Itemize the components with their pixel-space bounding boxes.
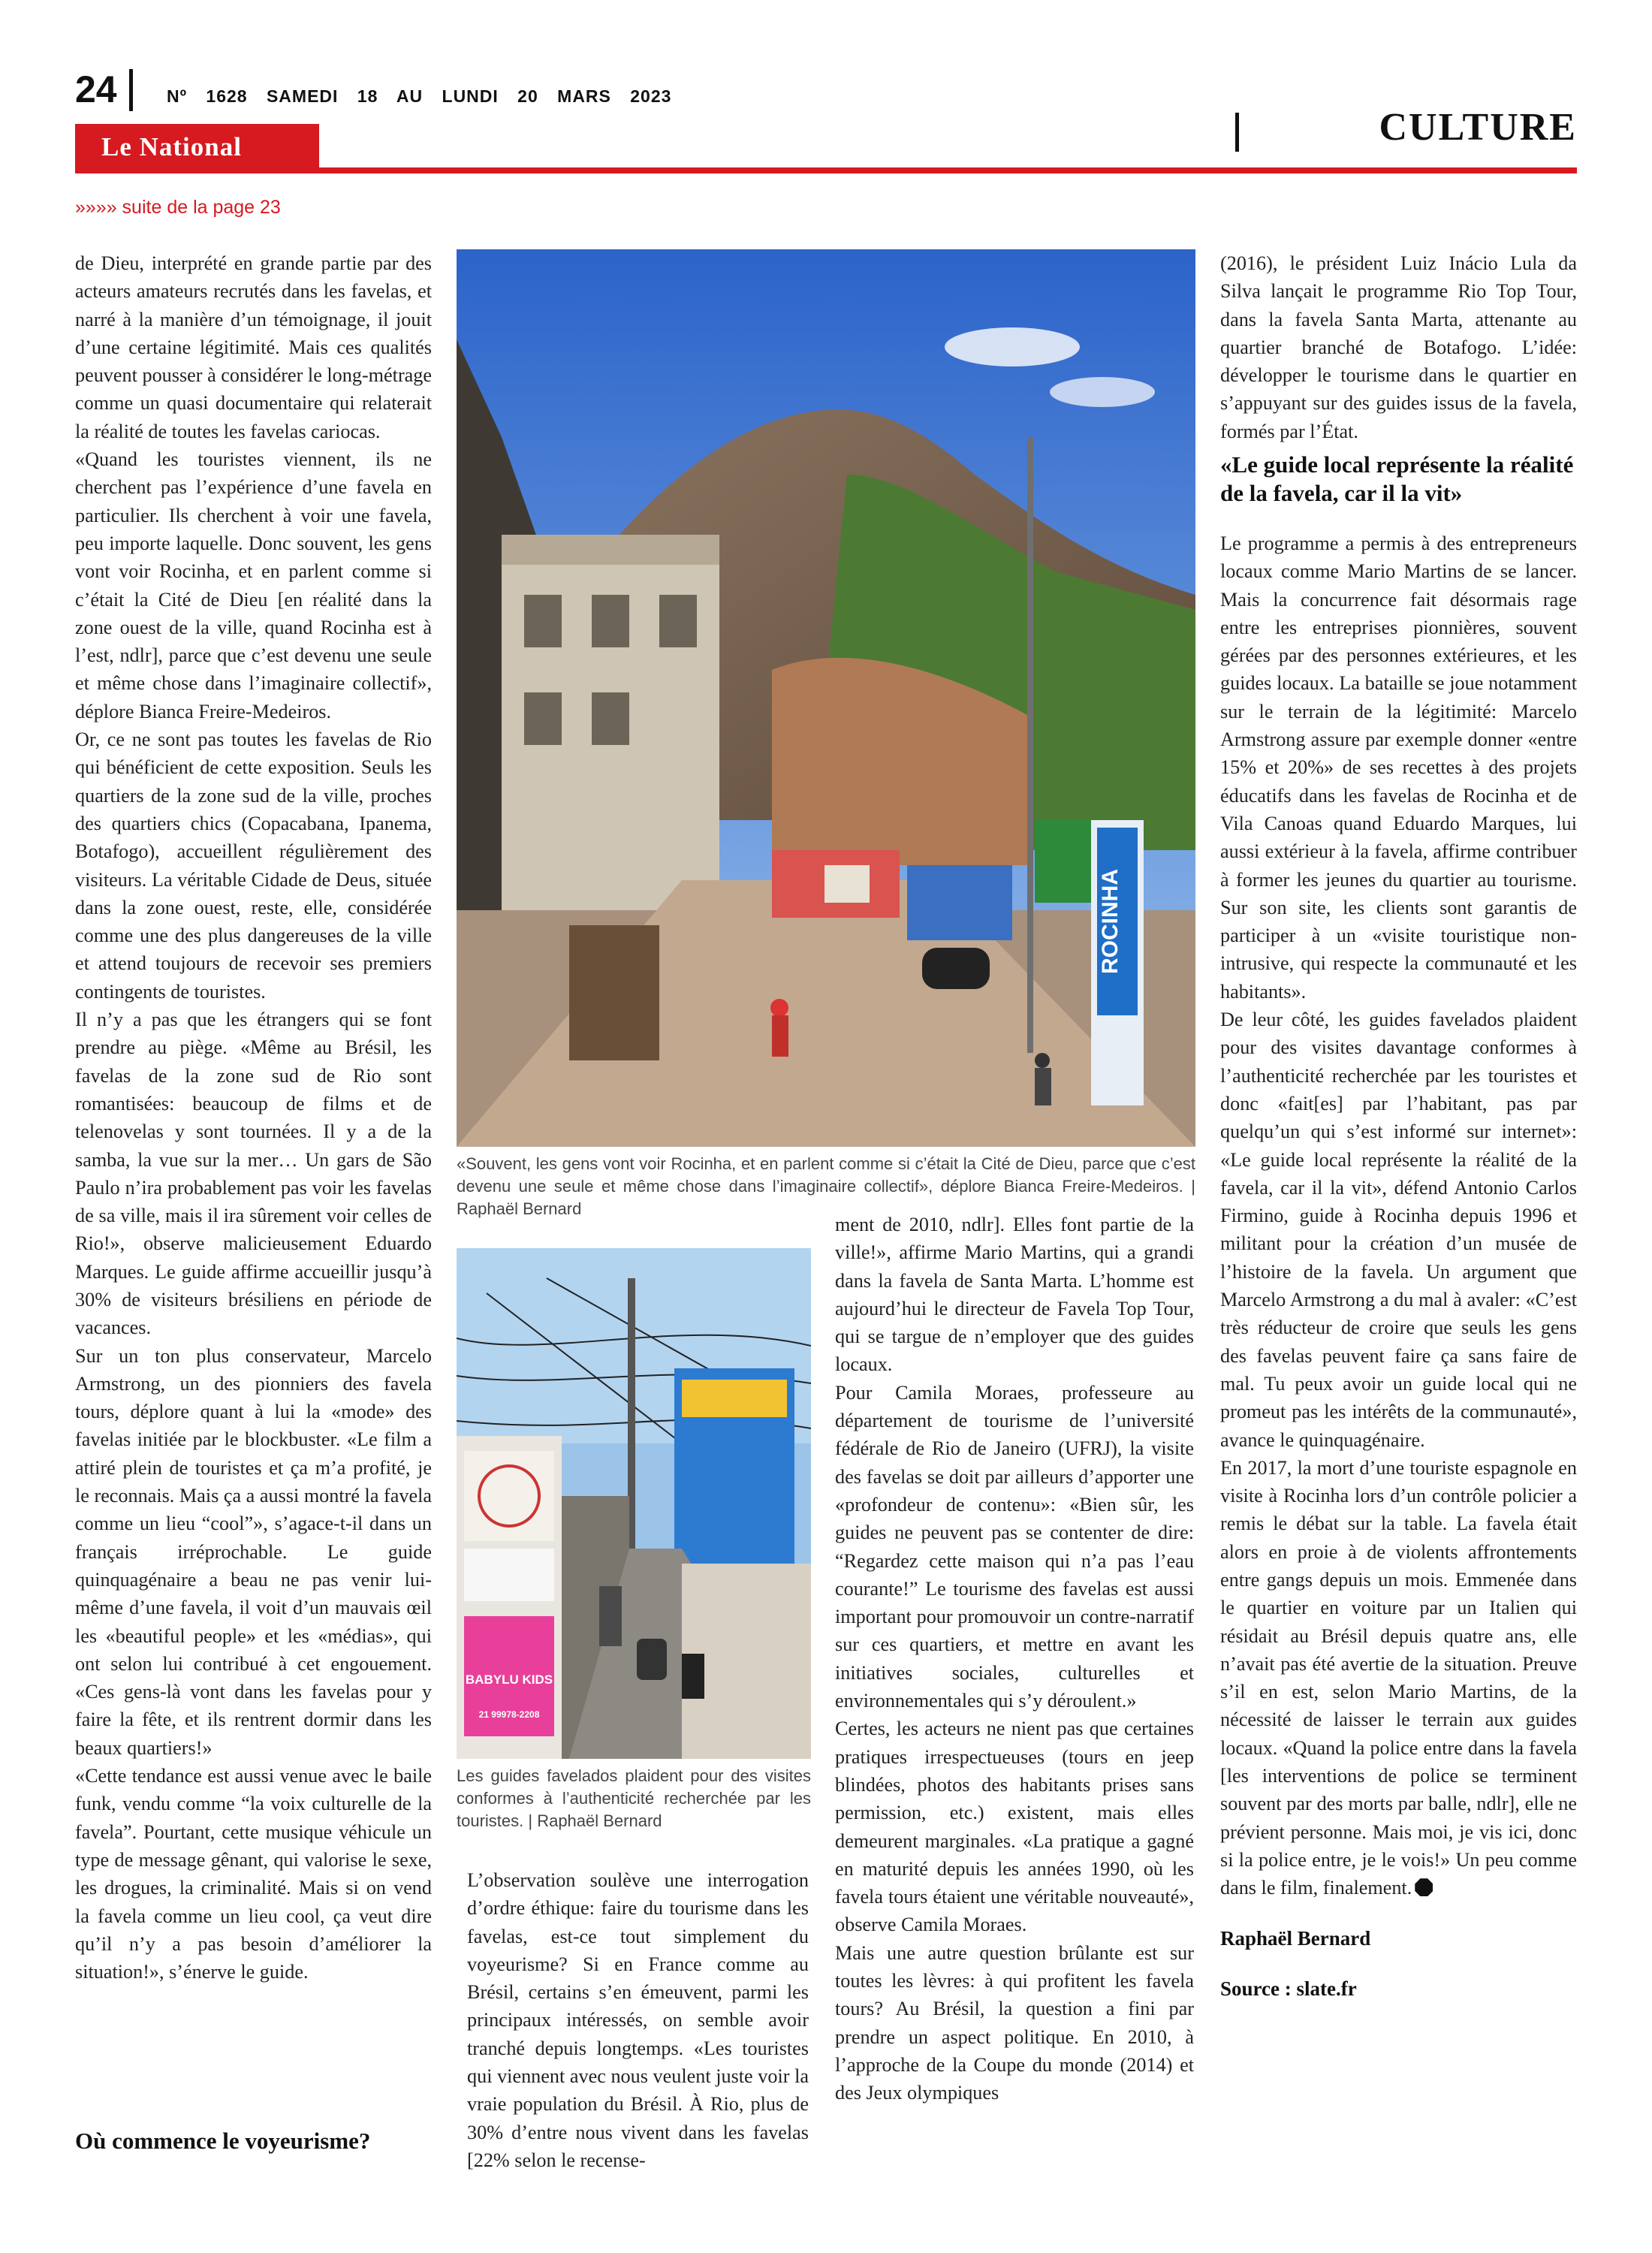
brand-logo: Le National bbox=[101, 132, 242, 161]
paragraph: Certes, les acteurs ne nient pas que certaines pratiques irrespectueuses (tours en jeep blindées, photos des habitants prises sans permission, etc.) existent, mais elles demeurent marginales. «La pratique a gagné en maturité depuis les années 1990, où les favela tours étaient une véritable nouveauté», observe Camila Moraes. bbox=[835, 1718, 1194, 1936]
paragraph: Or, ce ne sont pas toutes les favelas de Rio qui bénéficient de cette exposition. Seuls les quartiers de la zone sud de la ville, proches des quartiers chics (Copacabana, Ipanema, Botafogo), accueillent régulièrement des visiteurs. La véritable Cidade de Deus, située dans la zone ouest, reste, elle, considérée comme une des plus dangereuses de la ville et attend toujours de recevoir ses premiers contingents de touristes. bbox=[75, 728, 432, 1003]
paragraph: ment de 2010, ndlr]. Elles font partie de la ville!», affirme Mario Martins, qui a grandi dans la favela de Santa Marta. L’homme est aujourd’hui le directeur de Favela Top Tour, qui se targue de n’employer que des guides locaux. bbox=[835, 1214, 1194, 1376]
divider bbox=[129, 69, 133, 111]
article-column-1 bbox=[75, 249, 432, 1986]
paragraph: Sur un ton plus conservateur, Marcelo Armstrong, un des pionniers des favela tours, déplore quant à lui la «mode» des favelas initiée par le blockbuster. «Le film a attiré plein de touristes et ça m’a profité, je le reconnais. Mais ça a aussi montré la favela comme un lieu “cool”», s’agace-t-il dans un français irréprochable. Le guide quinquagénaire a beau ne pas venir lui-même d’une favela, il voit d’un mauvais œil les «beautiful people» et les «médias», qui ont selon lui contribué à cet engouement. «Ces gens-là vont dans les favelas pour y faire la fête, et ils rentrent dormir dans les beaux quartiers!» bbox=[75, 1344, 432, 1759]
paragraph: (2016), le président Luiz Inácio Lula da Silva lançait le programme Rio Top Tour, dans la favela Santa Marta, attenante au quartier branché de Botafogo. L’idée: développer le tourisme dans le quartier en s’appuyant sur des guides issus de la favela, formés par l’État. bbox=[1220, 252, 1577, 442]
rocinha-sign: ROCINHA bbox=[1098, 869, 1123, 974]
paragraph bbox=[1220, 1454, 1577, 1902]
paragraph: «Cette tendance est aussi venue avec le baile funk, vendu comme “la voix culturelle de la favela”. Pourtant, cette musique véhicule un type de message gênant, qui valorise le sexe, les drogues, la criminalité. Mais si on vend la favela comme un lieu cool, ça veut dire qu’il n’y a pas besoin d’améliorer la situation!», s’énerve le guide. bbox=[75, 1765, 432, 1983]
shop-sign: BABYLU KIDS bbox=[465, 1672, 553, 1687]
paragraph: Il n’y a pas que les étrangers qui se font prendre au piège. «Même au Brésil, les favelas de la zone sud de Rio sont romantisées: beaucoup de films et de telenovelas y sont tournées. Il y a de la samba, la vue sur la mer… Un gars de São Paulo n’ira probablement pas voir les favelas de sa ville, mais il ira sûrement voir celles de Rio!», observe malicieusement Eduardo Marques. Le guide affirme accueillir jusqu’à 30% de visiteurs brésiliens en période de vacances. bbox=[75, 1009, 432, 1339]
end-of-article-icon bbox=[1415, 1878, 1433, 1896]
header-rule bbox=[75, 167, 1577, 173]
favela-alley-photo bbox=[457, 1248, 811, 1759]
paragraph: de Dieu, interprété en grande partie par des acteurs amateurs recrutés dans les favelas, et narré à la manière d’un témoignage, il jouit d’une certaine légitimité. Mais ces qualités peuvent pousser à considérer le long-métrage comme un quasi documentaire qui relaterait la réalité de toutes les favelas cariocas. bbox=[75, 252, 432, 442]
divider bbox=[1235, 113, 1239, 152]
paragraph: Le programme a permis à des entrepreneurs locaux comme Mario Martins de se lancer. Mais la concurrence fait désormais rage entre les entreprises pionnières, souvent gérées par des personnes extérieures, et les guides locaux. La bataille se joue notamment sur le terrain de la légitimité: Marcelo Armstrong assure par exemple donner «entre 15% et 20%» de ses recettes à des projets éducatifs dans les favelas de Rocinha et de Vila Canoas quand Eduardo Marques, lui aussi extérieur à la favela, affirme contribuer à former les jeunes du quartier au tourisme. Sur son site, les clients sont garantis de participer à un «visite touristique non-intrusive, qui respecte la communauté et les habitants». bbox=[1220, 532, 1577, 1003]
article-column-3 bbox=[835, 1211, 1194, 2107]
rocinha-street-photo bbox=[457, 249, 1195, 1147]
photo-caption: «Souvent, les gens vont voir Rocinha, et en parlent comme si c’était la Cité de Dieu, parce que c’est devenu une seule et même chose dans l’imaginaire collectif», déplore Bianca Freire-Medeiros. | Raphaël Bernard bbox=[457, 1154, 1195, 1218]
source: Source : slate.fr bbox=[1220, 1977, 1357, 2000]
article-column-4-top bbox=[1220, 249, 1577, 445]
paragraph: Pour Camila Moraes, professeure au département de tourisme de l’université fédérale de Rio de Janeiro (UFRJ), la visite des favelas se doit par ailleurs d’apporter une «profondeur de contenu»: «Bien sûr, les guides ne peuvent pas se contenter de dire: “Regardez cette maison qui n’a pas l’eau courante!” Le tourisme des favelas est aussi important pour promouvoir un contre-narratif sur ces quartiers, et mettre en avant les initiatives sociales, culturelles et environnementales qui s’y déroulent.» bbox=[835, 1381, 1194, 1712]
issue-dateline: Nº 1628 SAMEDI 18 AU LUNDI 20 MARS 2023 bbox=[167, 86, 672, 106]
article-column-2 bbox=[467, 1866, 809, 2174]
subheading: «Le guide local représente la réalité de la favela, car il la vit» bbox=[1220, 451, 1574, 506]
paragraph: «Quand les touristes viennent, ils ne cherchent pas l’expérience d’une favela en particulier. Ils cherchent à voir une favela, peu importe laquelle. Donc souvent, les gens vont voir Rocinha, et en parlent comme si c’était la Cité de Dieu [en réalité dans la zone ouest de la ville, quand Rocinha est à l’est, ndlr], parce que c’est devenu une seule et même chose dans l’imaginaire collectif», déplore Bianca Freire-Medeiros. bbox=[75, 448, 432, 722]
page-number: 24 bbox=[75, 68, 117, 110]
paragraph-text: En 2017, la mort d’une touriste espagnole en visite à Rocinha lors d’un contrôle policier a remis le débat sur la table. La favela était alors en proie à de violents affrontements entre gangs depuis un mois. Emmenée dans le quartier en voiture par un Italien qui résidait au Brésil depuis quatre ans, elle n’avait pas été avertie de la situation. Preuve s’il en est, selon Mario Martins, de la nécessité de laisser le terrain aux guides locaux. «Quand la police entre dans la favela [les interventions de police se terminent souvent par des morts par balle, ndlr], elle ne prévient personne. Mais moi, je vis ici, donc si la police entre, je le vois!» Un peu comme dans le film, finalement. bbox=[1220, 1456, 1577, 1899]
subheading: Où commence le voyeurisme? bbox=[75, 2128, 371, 2154]
shop-phone: 21 99978-2208 bbox=[478, 1709, 540, 1720]
photo-caption: Les guides favelados plaident pour des visites conformes à l’authenticité recherchée par les touristes. | Raphaël Bernard bbox=[457, 1766, 811, 1830]
paragraph: L’observation soulève une interrogation d’ordre éthique: faire du tourisme dans les favelas, est-ce tout simplement du voyeurisme? Si en France comme au Brésil, certains s’en émeuvent, parmi les principaux intéressés, on semble avoir tranché depuis longtemps. «Les touristes qui viennent avec nous veulent juste voir la vraie population du Brésil. À Rio, plus de 30% d’entre nous vivent dans les favelas [22% selon le recense- bbox=[467, 1869, 809, 2171]
author: Raphaël Bernard bbox=[1220, 1926, 1371, 1950]
paragraph: De leur côté, les guides favelados plaident pour des visites davantage conformes à l’authenticité recherchée par les touristes et donc «fait[es] par l’habitant, pas par quelqu’un qui s’est informé sur internet»: «Le guide local représente la réalité de la favela, car il la vit», défend Antonio Carlos Firmino, guide à Rocinha depuis 1996 et militant pour la création d’un musée de l’histoire de la favela. Un argument que Marcelo Armstrong a du mal à avaler: «C’est très réducteur de croire que seuls les gens des favelas peuvent faire ça sans faire de mal. Tu peux avoir un guide local qui ne promeut pas les intérêts de la communauté», avance le quinquagénaire. bbox=[1220, 1009, 1577, 1451]
paragraph: Mais une autre question brûlante est sur toutes les lèvres: à qui profitent les favela tours? Au Brésil, la question a fini par prendre un aspect politique. En 2010, à l’approche de la Coupe du monde (2014) et des Jeux olympiques bbox=[835, 1941, 1194, 2104]
section-title: CULTURE bbox=[1379, 106, 1577, 149]
article-column-4 bbox=[1220, 529, 1577, 2003]
continued-from[interactable]: »»»» suite de la page 23 bbox=[75, 197, 281, 218]
